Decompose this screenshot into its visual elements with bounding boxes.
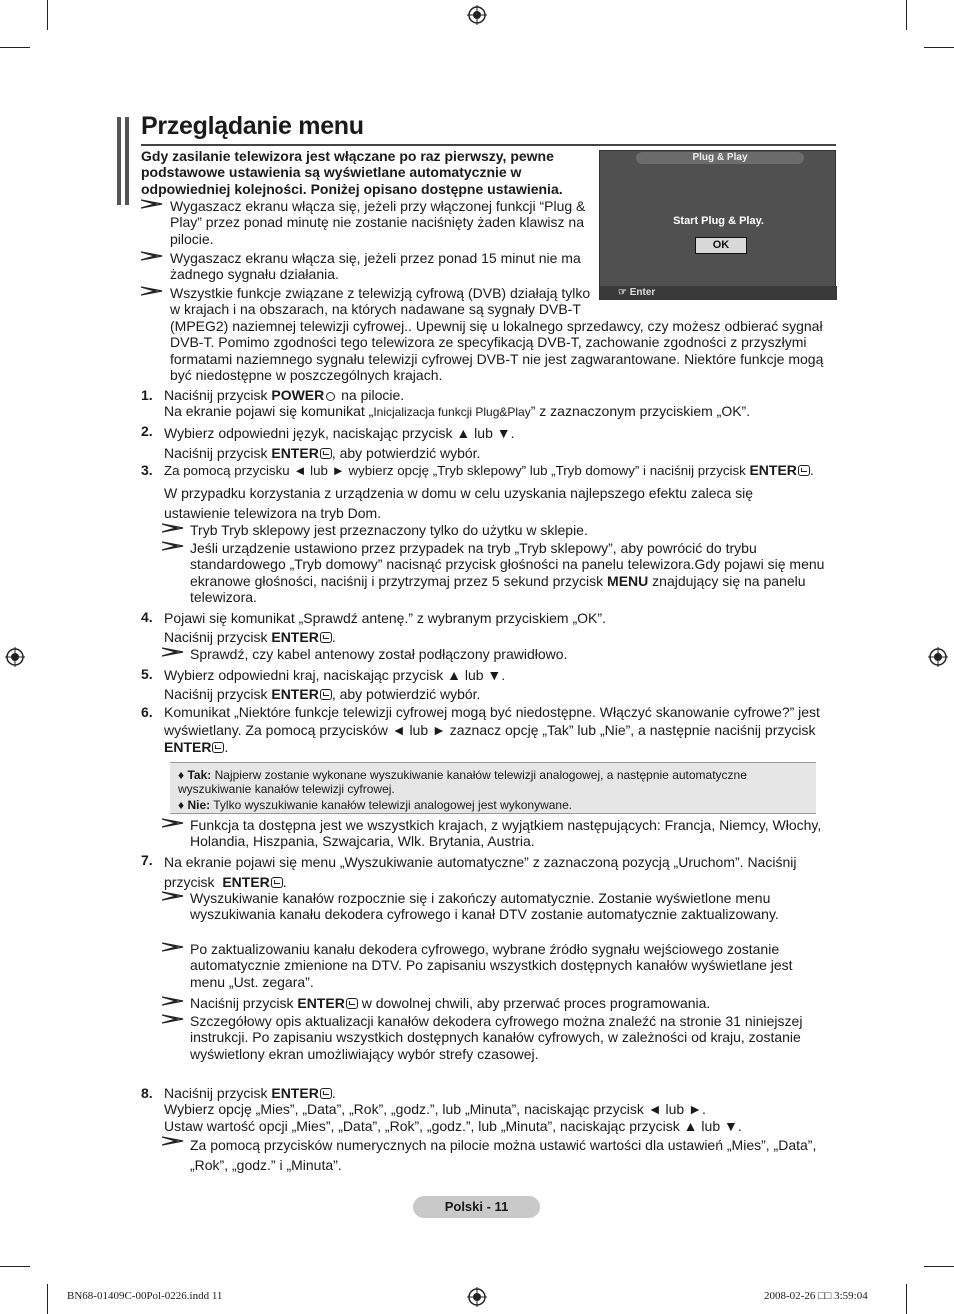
- osd-footer-label: Enter: [629, 287, 656, 298]
- note-arrow-icon: [162, 891, 184, 901]
- note-text: Funkcja ta dostępna jest we wszystkich krajach, z wyjątkiem następujących: Francja, Niemcy, Włochy, Holandia, Hiszpania, Szwajcaria, Wlk. Brytania, Austria.: [190, 817, 822, 850]
- step-number: 8.: [141, 1085, 153, 1101]
- bullet-icon: ♦: [178, 768, 188, 782]
- option-tak: [178, 768, 808, 796]
- enter-key-label: ENTER: [222, 874, 270, 890]
- power-icon: [326, 392, 335, 401]
- enter-icon: [320, 689, 332, 700]
- step-number: 6.: [141, 704, 153, 720]
- crop-mark: [906, 1284, 907, 1314]
- crop-mark: [0, 47, 30, 48]
- menu-key-label: MENU: [607, 572, 649, 589]
- option-label: Nie:: [187, 798, 211, 812]
- option-text: Tylko wyszukiwanie kanałów telewizji analogowej jest wykonywane.: [213, 798, 573, 812]
- option-label: Tak:: [187, 768, 212, 782]
- note-text-part: Naciśnij przycisk: [190, 995, 298, 1011]
- step-text-part: , aby potwierdzić wybór.: [331, 686, 481, 702]
- enter-icon: [798, 465, 810, 476]
- note-text-part: znajdujący się na panelu telewizora.: [190, 572, 806, 606]
- step-text-part: Naciśnij przycisk: [164, 686, 272, 702]
- title-accent-bar: [125, 117, 129, 205]
- step-text-part: Naciśnij przycisk: [164, 387, 272, 403]
- step-text: [164, 704, 834, 757]
- step-text-part: na pilocie.: [337, 387, 405, 403]
- registration-mark-icon: [467, 1287, 487, 1307]
- step-text-part: .: [331, 1085, 336, 1101]
- option-text: Najpierw zostanie wykonane wyszukiwanie kanałów telewizji analogowej, a następnie automatyczne wyszukiwanie kanałów telewizji cyfrowej.: [178, 768, 747, 796]
- page-number-label: Polski - 11: [413, 1196, 540, 1218]
- note-text: (MPEG2) naziemnej telewizji cyfrowej.. Upewnij się u lokalnego sprzedawcy, czy możesz odbierać sygnał DVB-T. Pomimo zgodności tego telewizora ze specyfikacją DVB-T, zachowanie zgodności z przyszłymi formatami naziemnego sygnału telewizji cyfrowej DVB-T nie jest zagwarantowane. Niektóre funkcje mogą być niedostępne w poszczególnych krajach.: [170, 318, 824, 384]
- step-text-part: ” z zaznaczonym przyciskiem „OK”.: [530, 403, 751, 420]
- step-text-part: Wybierz odpowiedni język, naciskając przycisk ▲ lub ▼.: [164, 425, 515, 441]
- note-text: Wygaszacz ekranu włącza się, jeżeli przy włączonej funkcji “Plug & Play” przez ponad minutę nie zostanie naciśnięty żaden klawisz na pilocie.: [170, 198, 586, 247]
- note-text-part: Jeśli urządzenie ustawiono przez przypadek na tryb „Tryb sklepowy”, aby powrócić do trybu standardowego „Tryb domowy” nacisnąć przycisk głośności na panelu telewizora.Gdy pojawi się menu ekranowe głośności, naciśnij i przytrzymaj przez 5 sekund przycisk: [190, 540, 825, 589]
- option-nie: [178, 798, 808, 812]
- crop-mark: [906, 0, 907, 30]
- note-text: Wygaszacz ekranu włącza się, jeżeli przez ponad 15 minut nie ma żadnego sygnału działania.: [170, 250, 581, 283]
- step-text-part: Ustaw wartość opcji „Mies”, „Data”, „Rok”, „godz.”, lub „Minuta”, naciskając przycisk ▲ lub ▼.: [164, 1117, 742, 1134]
- enter-icon: [320, 448, 332, 459]
- enter-key-label: ENTER: [271, 445, 319, 461]
- osd-plug-and-play: [599, 150, 836, 300]
- note-text: Wyszukiwanie kanałów rozpocznie się i zakończy automatycznie. Zostanie wyświetlone menu wyszukiwania kanału dekodera cyfrowego i kanał DTV zostanie automatycznie zaktualizowany.: [190, 890, 779, 923]
- step-text: [164, 1085, 834, 1134]
- crop-mark: [0, 1266, 30, 1267]
- page-title: Przeglądanie menu: [141, 112, 364, 140]
- step-text: [164, 609, 834, 647]
- bullet-icon: ♦: [178, 798, 188, 812]
- step-text: [164, 423, 834, 463]
- enter-key-label: ENTER: [297, 995, 345, 1011]
- enter-icon: ☞: [618, 287, 630, 298]
- registration-mark-icon: [5, 647, 25, 667]
- footer-timestamp: 2008-02-26 □□ 3:59:04: [764, 1290, 868, 1302]
- enter-key-label: ENTER: [164, 739, 212, 755]
- step-number: 2.: [141, 423, 153, 439]
- crop-mark: [47, 0, 48, 30]
- note-arrow-icon: [162, 818, 184, 828]
- step-text: W przypadku korzystania z urządzenia w domu w celu uzyskania najlepszego efektu zaleca się ustawienie telewizora na tryb Dom.: [164, 485, 754, 521]
- registration-mark-icon: [467, 5, 487, 25]
- note-text: Za pomocą przycisków numerycznych na pilocie można ustawić wartości dla ustawień „Mies”, „Data”, „Rok”, „godz.” i „Minuta”.: [190, 1137, 817, 1173]
- crop-mark: [924, 47, 954, 48]
- osd-message: Start Plug & Play.: [673, 215, 764, 227]
- osd-header: Plug & Play: [636, 152, 804, 164]
- note-arrow-icon: [162, 996, 184, 1006]
- note-text: Szczegółowy opis aktualizacji kanałów dekodera cyfrowego można znaleźć na stronie 31 niniejszej instrukcji. Po zapisaniu wszystkich dostępnych kanałów cyfrowych, w zależności od kraju, zostanie wyświetlony ekran umożliwiający wybór strefy czasowej.: [190, 1013, 803, 1062]
- note-arrow-icon: [162, 647, 184, 657]
- registration-mark-icon: [928, 647, 948, 667]
- step-text-part: Na ekranie pojawi się menu „Wyszukiwanie automatyczne” z zaznaczoną pozycją „Uruchom”. Naciśnij: [164, 854, 797, 870]
- note-text-part: w dowolnej chwili, aby przerwać proces programowania.: [357, 995, 711, 1011]
- note-text: [190, 995, 830, 1011]
- step-text-part: przycisk: [164, 874, 219, 890]
- step-text-part: Naciśnij przycisk: [164, 1085, 272, 1101]
- step-text: [164, 852, 834, 892]
- note-arrow-icon: [162, 523, 184, 533]
- step-text-part: .: [224, 739, 229, 755]
- step-text-part: Pojawi się komunikat „Sprawdź antenę.” z wybranym przyciskiem „OK”.: [164, 610, 606, 626]
- enter-key-label: ENTER: [749, 462, 797, 478]
- title-divider: [141, 144, 836, 146]
- enter-icon: [320, 632, 332, 643]
- note-text: Tryb Tryb sklepowy jest przeznaczony tylko do użytku w sklepie.: [190, 522, 588, 538]
- note-arrow-icon: [141, 199, 163, 209]
- step-text-part: Za pomocą przycisku ◄ lub ► wybierz opcję „Tryb sklepowy” lub „Tryb domowy” i naciśnij przycisk: [164, 463, 750, 478]
- note-arrow-icon: [162, 541, 184, 551]
- step-text-part: Inicjalizacja funkcji Plug&Play: [373, 405, 531, 420]
- intro-text: Gdy zasilanie telewizora jest włączane po raz pierwszy, pewne podstawowe ustawienia są wyświetlane automatycznie w odpowiedniej kolejności. Poniżej opisano dostępne ustawienia.: [141, 148, 563, 197]
- note-arrow-icon: [162, 1136, 184, 1146]
- step-text-part: Wybierz opcję „Mies”, „Data”, „Rok”, „godz.”, lub „Minuta”, naciskając przycisk ◄ lub ►.: [164, 1101, 706, 1118]
- note-text: Wszystkie funkcje związane z telewizją cyfrową (DVB) działają tylko w krajach i na obszarach, na których nadawane są sygnały DVB-T: [170, 285, 591, 318]
- step-text: [164, 387, 834, 421]
- step-text-part: Na ekranie pojawi się komunikat „: [164, 403, 374, 420]
- step-text: [164, 666, 834, 704]
- step-text-part: Naciśnij przycisk: [164, 445, 272, 461]
- option-box: [170, 762, 816, 814]
- step-text-part: .: [282, 874, 287, 890]
- osd-footer: [600, 286, 837, 300]
- note-arrow-icon: [141, 251, 163, 261]
- enter-key-label: ENTER: [271, 686, 319, 702]
- crop-mark: [924, 1266, 954, 1267]
- enter-icon: [346, 998, 358, 1009]
- note-text: [190, 540, 835, 606]
- step-text-part: Wybierz odpowiedni kraj, naciskając przycisk ▲ lub ▼.: [164, 667, 506, 683]
- step-text-part: , aby potwierdzić wybór.: [331, 445, 481, 461]
- footer-file-info: BN68-01409C-00Pol-0226.indd 11: [67, 1290, 223, 1302]
- enter-icon: [271, 877, 283, 888]
- step-text-part: Naciśnij przycisk: [164, 629, 272, 645]
- note-arrow-icon: [162, 942, 184, 952]
- power-key-label: POWER: [271, 387, 325, 403]
- note-arrow-icon: [141, 286, 163, 296]
- crop-mark: [47, 1284, 48, 1314]
- note-text: Sprawdź, czy kabel antenowy został podłączony prawidłowo.: [190, 646, 568, 662]
- osd-ok-button[interactable]: OK: [695, 237, 747, 254]
- note-text: Po zaktualizowaniu kanału dekodera cyfrowego, wybrane źródło sygnału wejściowego zostanie automatycznie zmienione na DTV. Po zapisaniu wszystkich dostępnych kanałów wyświetlane jest menu „Ust. zegara”.: [190, 941, 793, 990]
- step-number: 1.: [141, 387, 153, 403]
- step-text-part: .: [331, 629, 336, 645]
- step-number: 5.: [141, 666, 153, 682]
- step-text: [164, 462, 840, 479]
- title-accent-bar: [117, 117, 121, 205]
- enter-icon: [212, 742, 224, 753]
- note-arrow-icon: [162, 1014, 184, 1024]
- enter-key-label: ENTER: [271, 1085, 319, 1101]
- enter-key-label: ENTER: [271, 629, 319, 645]
- enter-icon: [320, 1088, 332, 1099]
- step-text-part: .: [809, 462, 814, 478]
- step-number: 3.: [141, 462, 153, 478]
- step-number: 7.: [141, 852, 153, 868]
- step-text-part: Komunikat „Niektóre funkcje telewizji cyfrowej mogą być niedostępne. Włączyć skanowanie cyfrowe?” jest wyświetlany. Za pomocą przycisków ◄ lub ► zaznacz opcję „Tak” lub „Nie”, a następnie naciśnij przycisk: [164, 704, 820, 738]
- step-number: 4.: [141, 609, 153, 625]
